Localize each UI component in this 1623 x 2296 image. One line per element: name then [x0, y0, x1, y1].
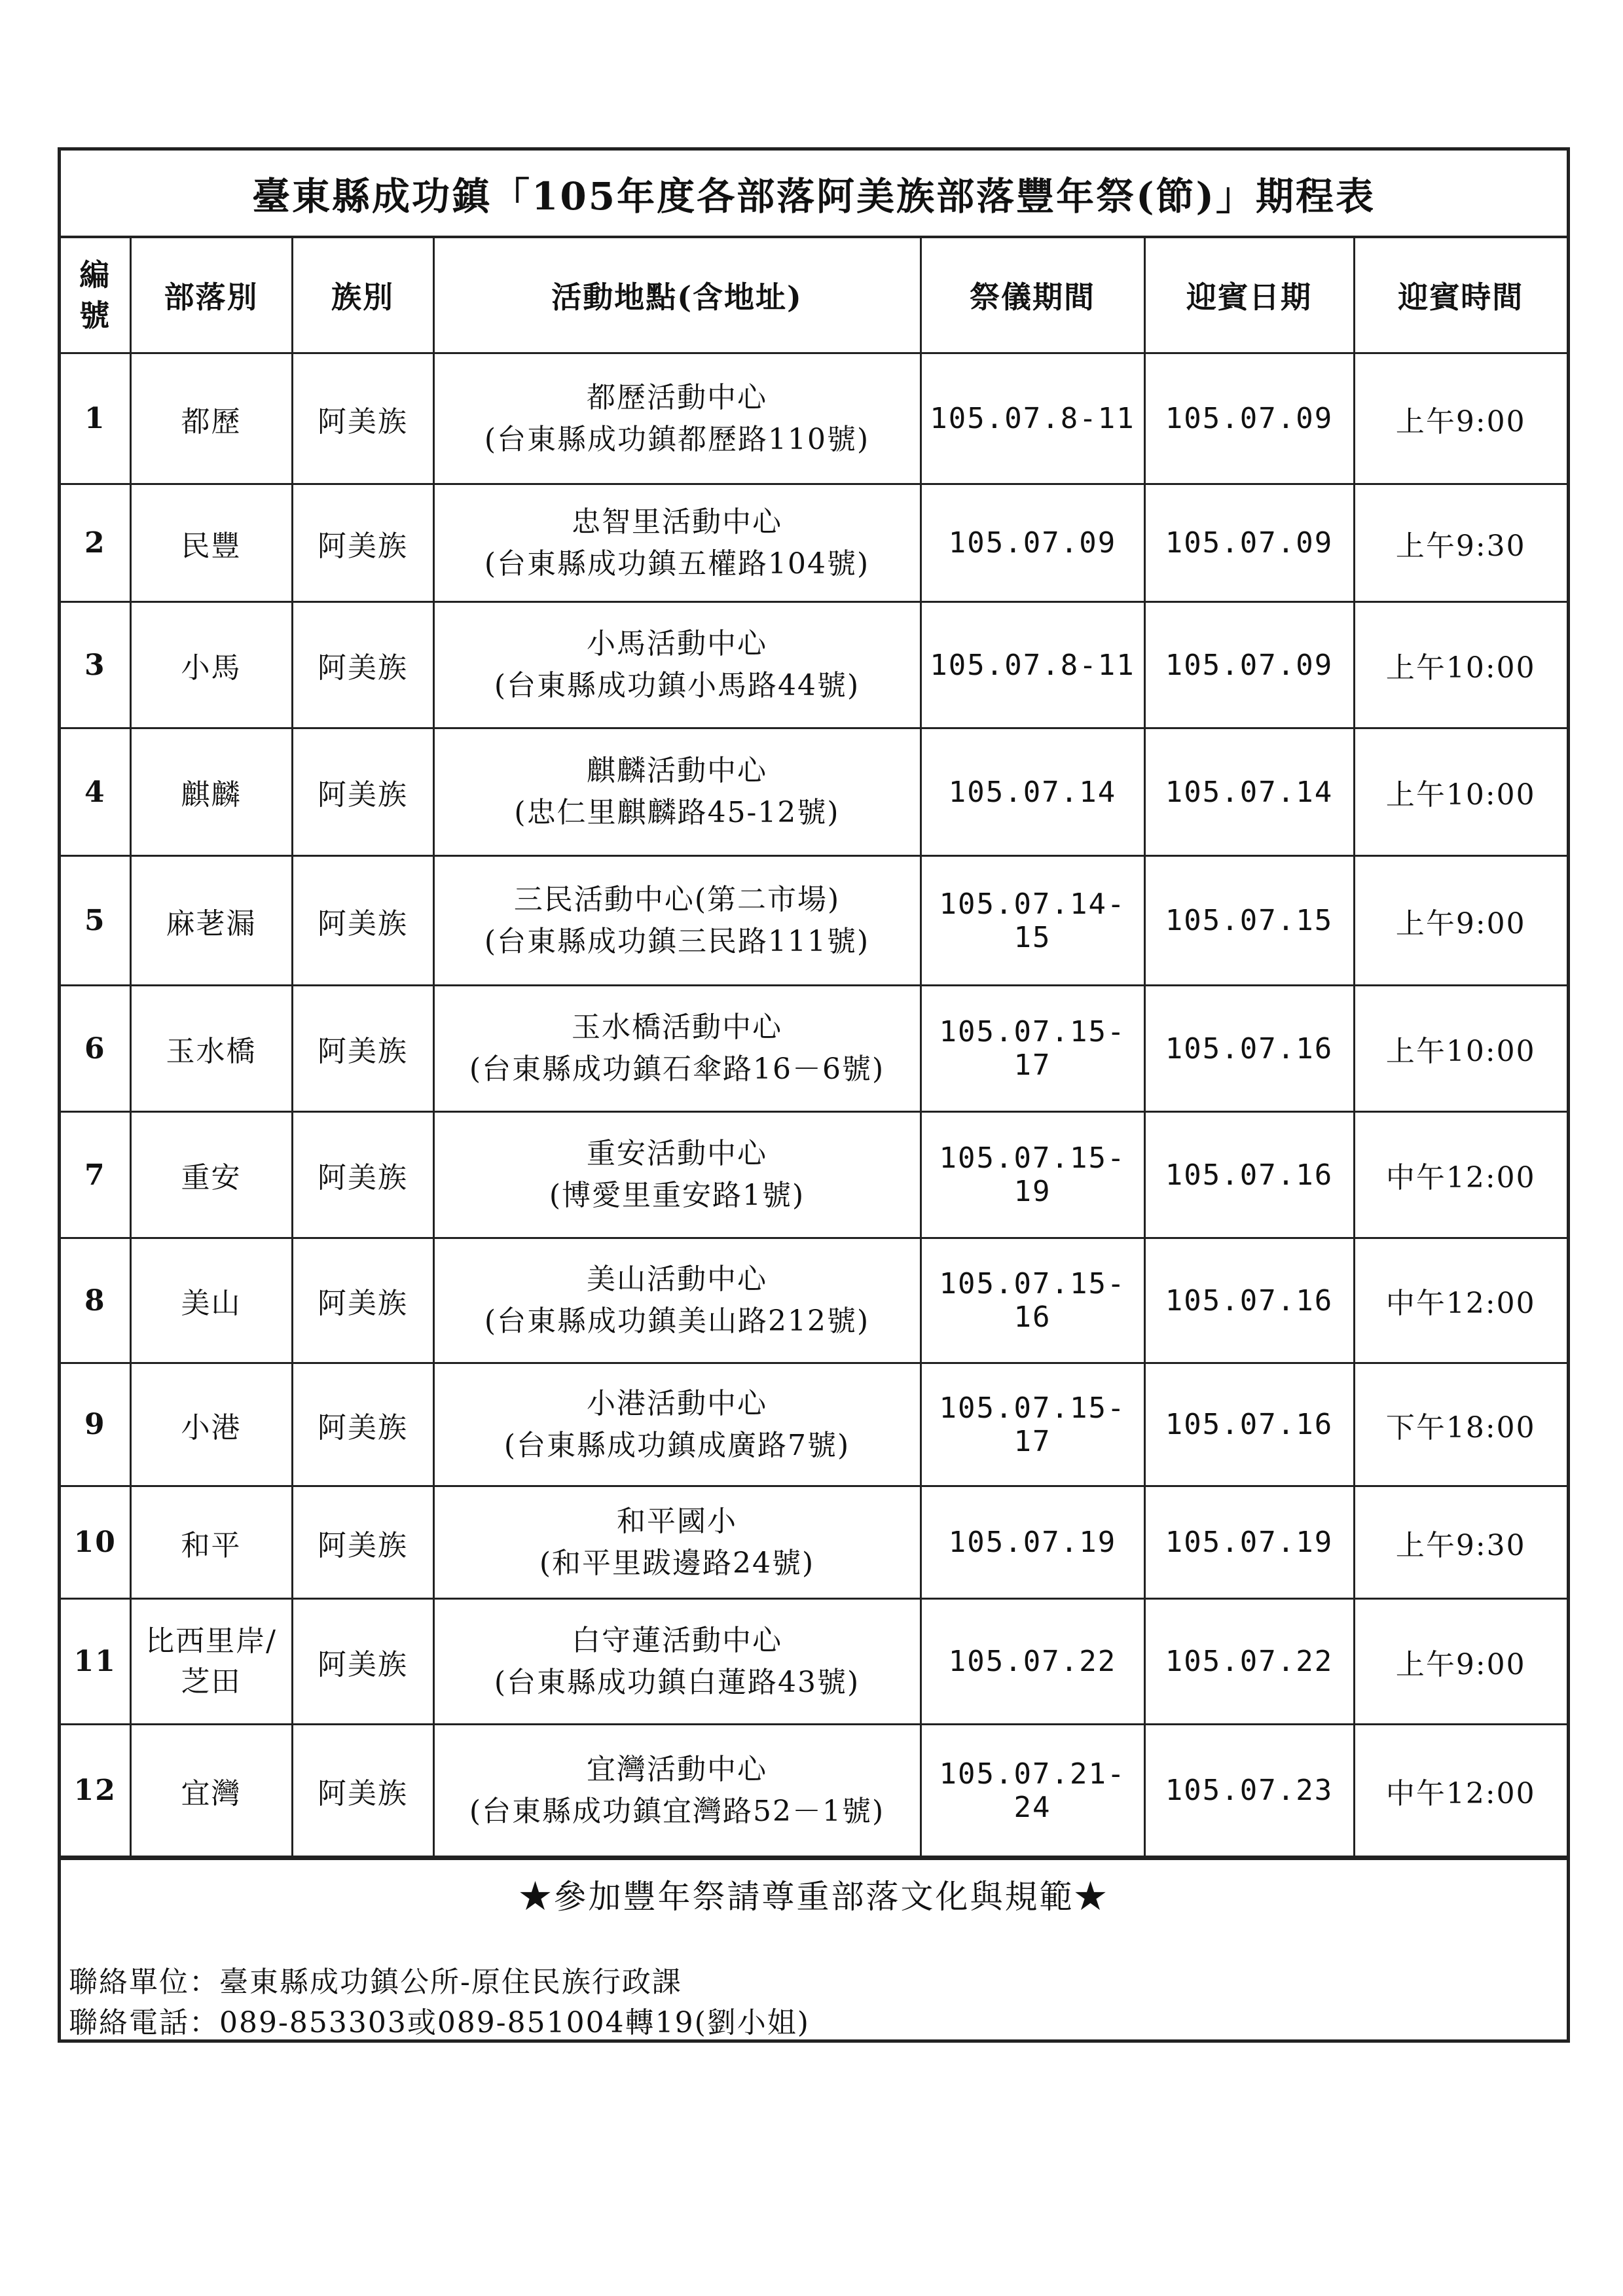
- row-location: [433, 1238, 921, 1363]
- location-name: 忠智里活動中心: [572, 505, 782, 539]
- row-period: 105.07.14-15: [921, 856, 1144, 986]
- row-location: [433, 1363, 921, 1486]
- row-period: 105.07.15-19: [921, 1112, 1144, 1238]
- table-row: [61, 986, 1567, 1112]
- row-welcome-date: 105.07.16: [1144, 1112, 1354, 1238]
- row-location: [433, 602, 921, 728]
- row-welcome-date: 105.07.16: [1144, 1238, 1354, 1363]
- location-name: 麒麟活動中心: [587, 754, 767, 787]
- table-row: [61, 1112, 1567, 1238]
- header-welcome-time: 迎賓時間: [1354, 238, 1567, 353]
- row-ethnic: 阿美族: [292, 1363, 433, 1486]
- header-tribe: 部落別: [130, 238, 292, 353]
- location-address: (忠仁里麒麟路45-12號): [514, 796, 840, 829]
- row-number: 5: [61, 856, 130, 986]
- location-name: 宜灣活動中心: [587, 1752, 767, 1786]
- row-tribe: 重安: [130, 1112, 292, 1238]
- table-row: [61, 856, 1567, 986]
- table-row: [61, 484, 1567, 602]
- row-tribe: 民豐: [130, 484, 292, 602]
- document-title: 臺東縣成功鎮「105年度各部落阿美族部落豐年祭(節)」期程表: [61, 151, 1567, 238]
- footer-notes: [61, 1857, 1567, 2039]
- row-ethnic: 阿美族: [292, 986, 433, 1112]
- row-location: [433, 1112, 921, 1238]
- row-ethnic: 阿美族: [292, 1599, 433, 1725]
- row-welcome-date: 105.07.09: [1144, 353, 1354, 484]
- row-ethnic: 阿美族: [292, 484, 433, 602]
- row-welcome-date: 105.07.15: [1144, 856, 1354, 986]
- row-period: 105.07.21-24: [921, 1725, 1144, 1857]
- table-row: [61, 1363, 1567, 1486]
- table-header-row: [61, 238, 1567, 353]
- row-number: 6: [61, 986, 130, 1112]
- header-location: 活動地點(含地址): [433, 238, 921, 353]
- location-address: (和平里跋邊路24號): [539, 1546, 815, 1580]
- row-period: 105.07.22: [921, 1599, 1144, 1725]
- table-row: [61, 1486, 1567, 1599]
- row-location: [433, 986, 921, 1112]
- row-period: 105.07.8-11: [921, 353, 1144, 484]
- location-name: 玉水橋活動中心: [572, 1011, 782, 1044]
- tribe-name-line1: 比西里岸/: [145, 1624, 277, 1658]
- row-welcome-time: 上午10:00: [1354, 986, 1567, 1112]
- row-welcome-time: 上午9:30: [1354, 484, 1567, 602]
- location-name: 美山活動中心: [587, 1263, 767, 1296]
- location-address: (博愛里重安路1號): [549, 1179, 805, 1212]
- location-address: (台東縣成功鎮五權路104號): [484, 547, 870, 581]
- tribe-name-line2: 芝田: [181, 1664, 242, 1698]
- row-ethnic: 阿美族: [292, 1486, 433, 1599]
- header-welcome-date: 迎賓日期: [1144, 238, 1354, 353]
- location-name: 三民活動中心(第二市場): [513, 882, 841, 916]
- row-number: 9: [61, 1363, 130, 1486]
- location-address: (台東縣成功鎮都歷路110號): [484, 422, 870, 456]
- row-tribe: 都歷: [130, 353, 292, 484]
- location-name: 白守蓮活動中心: [572, 1623, 782, 1657]
- row-number: 3: [61, 602, 130, 728]
- row-welcome-time: 上午9:00: [1354, 1599, 1567, 1725]
- row-period: 105.07.8-11: [921, 602, 1144, 728]
- row-number: 2: [61, 484, 130, 602]
- row-welcome-time: 上午9:00: [1354, 856, 1567, 986]
- row-welcome-date: 105.07.23: [1144, 1725, 1354, 1857]
- table-row: [61, 728, 1567, 856]
- row-period: 105.07.15-17: [921, 1363, 1144, 1486]
- row-ethnic: 阿美族: [292, 1725, 433, 1857]
- header-number-line2: 號: [79, 298, 111, 333]
- location-address: (台東縣成功鎮石傘路16－6號): [469, 1052, 885, 1086]
- row-tribe: 麻荖漏: [130, 856, 292, 986]
- row-number: 12: [61, 1725, 130, 1857]
- table-row: [61, 353, 1567, 484]
- location-name: 重安活動中心: [587, 1137, 767, 1170]
- contact-phone: 聯絡電話：089-853303或089-851004轉19(劉小姐): [69, 2006, 810, 2039]
- row-number: 4: [61, 728, 130, 856]
- row-location: [433, 856, 921, 986]
- row-welcome-time: 上午10:00: [1354, 728, 1567, 856]
- row-number: 10: [61, 1486, 130, 1599]
- row-welcome-date: 105.07.16: [1144, 986, 1354, 1112]
- row-welcome-date: 105.07.22: [1144, 1599, 1354, 1725]
- location-address: (台東縣成功鎮美山路212號): [484, 1304, 870, 1338]
- location-address: (台東縣成功鎮宜灣路52－1號): [469, 1794, 885, 1828]
- row-welcome-date: 105.07.19: [1144, 1486, 1354, 1599]
- row-period: 105.07.19: [921, 1486, 1144, 1599]
- row-welcome-time: 上午9:00: [1354, 353, 1567, 484]
- row-welcome-time: 中午12:00: [1354, 1238, 1567, 1363]
- row-number: 8: [61, 1238, 130, 1363]
- row-welcome-time: 上午10:00: [1354, 602, 1567, 728]
- location-address: (台東縣成功鎮成廣路7號): [503, 1428, 850, 1462]
- table-row: [61, 1238, 1567, 1363]
- row-ethnic: 阿美族: [292, 1238, 433, 1363]
- row-location: [433, 484, 921, 602]
- row-tribe: 小馬: [130, 602, 292, 728]
- row-welcome-time: 中午12:00: [1354, 1112, 1567, 1238]
- location-name: 小港活動中心: [587, 1386, 767, 1420]
- row-welcome-time: 中午12:00: [1354, 1725, 1567, 1857]
- header-ethnic: 族別: [292, 238, 433, 353]
- row-tribe: 美山: [130, 1238, 292, 1363]
- location-address: (台東縣成功鎮小馬路44號): [494, 669, 860, 702]
- row-tribe: 和平: [130, 1486, 292, 1599]
- row-tribe: 小港: [130, 1363, 292, 1486]
- row-period: 105.07.15-17: [921, 986, 1144, 1112]
- row-ethnic: 阿美族: [292, 1112, 433, 1238]
- row-number: 11: [61, 1599, 130, 1725]
- row-location: [433, 728, 921, 856]
- header-number: [61, 238, 130, 353]
- row-location: [433, 353, 921, 484]
- location-name: 小馬活動中心: [587, 627, 767, 660]
- row-tribe: 玉水橋: [130, 986, 292, 1112]
- row-welcome-date: 105.07.16: [1144, 1363, 1354, 1486]
- header-period: 祭儀期間: [921, 238, 1144, 353]
- header-number-line1: 編: [79, 257, 111, 293]
- contact-unit: 聯絡單位：臺東縣成功鎮公所-原住民族行政課: [69, 1965, 682, 1999]
- table-row: [61, 602, 1567, 728]
- row-tribe: [130, 1599, 292, 1725]
- row-number: 1: [61, 353, 130, 484]
- row-ethnic: 阿美族: [292, 353, 433, 484]
- row-tribe: 麒麟: [130, 728, 292, 856]
- table-row: [61, 1599, 1567, 1725]
- schedule-table: [61, 238, 1567, 1857]
- row-period: 105.07.09: [921, 484, 1144, 602]
- row-welcome-date: 105.07.09: [1144, 602, 1354, 728]
- row-welcome-date: 105.07.09: [1144, 484, 1354, 602]
- row-welcome-time: 下午18:00: [1354, 1363, 1567, 1486]
- row-location: [433, 1725, 921, 1857]
- location-address: (台東縣成功鎮白蓮路43號): [494, 1665, 860, 1699]
- row-period: 105.07.14: [921, 728, 1144, 856]
- row-number: 7: [61, 1112, 130, 1238]
- table-row: [61, 1725, 1567, 1857]
- row-location: [433, 1599, 921, 1725]
- location-address: (台東縣成功鎮三民路111號): [484, 924, 870, 958]
- row-ethnic: 阿美族: [292, 602, 433, 728]
- row-tribe: 宜灣: [130, 1725, 292, 1857]
- schedule-sheet: [58, 147, 1570, 2043]
- row-ethnic: 阿美族: [292, 728, 433, 856]
- row-location: [433, 1486, 921, 1599]
- location-name: 都歷活動中心: [587, 380, 767, 414]
- row-welcome-time: 上午9:30: [1354, 1486, 1567, 1599]
- row-welcome-date: 105.07.14: [1144, 728, 1354, 856]
- location-name: 和平國小: [617, 1504, 737, 1538]
- row-period: 105.07.15-16: [921, 1238, 1144, 1363]
- row-ethnic: 阿美族: [292, 856, 433, 986]
- respect-notice: ★參加豐年祭請尊重部落文化與規範★: [519, 1878, 1109, 1916]
